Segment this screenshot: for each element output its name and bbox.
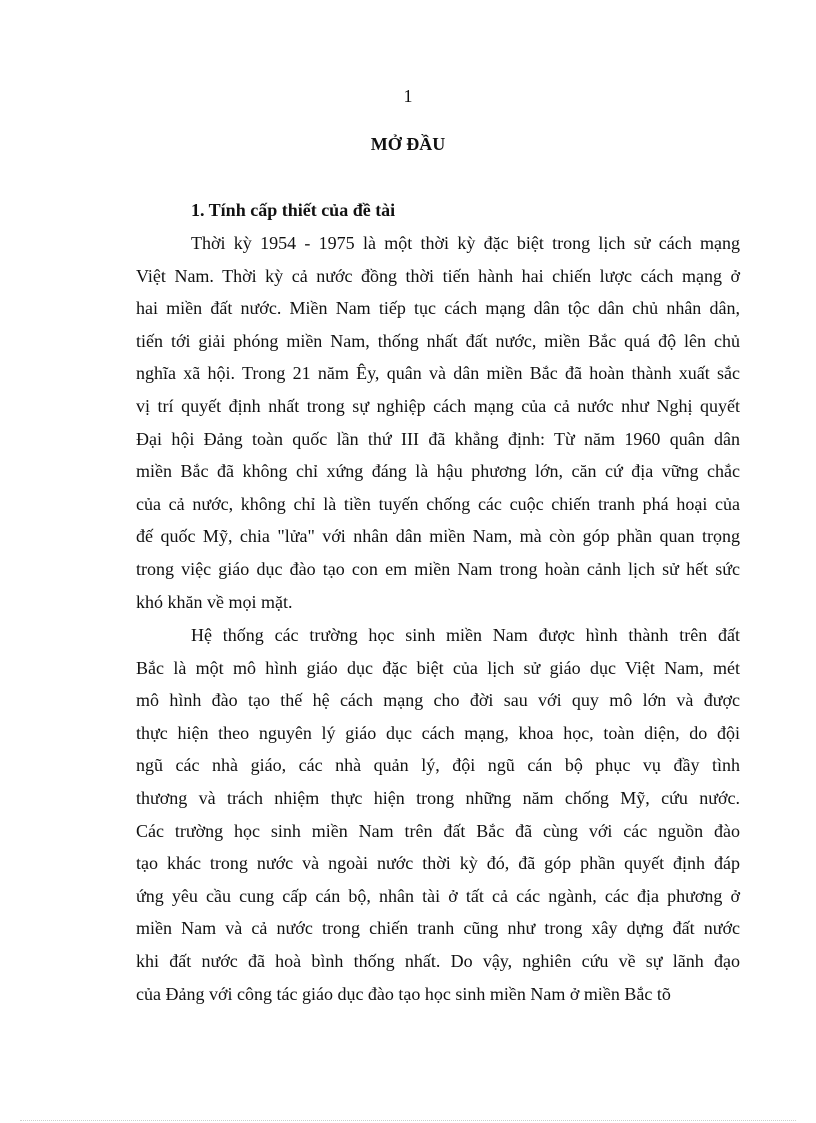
text-line: thương và trách nhiệm thực hiện trong những năm chống Mỹ, cứu nước.	[136, 787, 740, 808]
text-line: ngũ các nhà giáo, các nhà quản lý, đội ngũ cán bộ phục vụ đầy tình	[136, 755, 740, 776]
text-line: miền Bắc đã không chỉ xứng đáng là hậu phương lớn, căn cứ địa vững chắc	[136, 461, 740, 482]
text-line: đế quốc Mỹ, chia "lửa" với nhân dân miền Nam, mà còn góp phần quan trọng	[136, 526, 740, 547]
text-line: nghĩa xã hội. Trong 21 năm Êy, quân và dân miền Bắc đã hoàn thành xuất sắc	[136, 363, 740, 384]
text-line: thực hiện theo nguyên lý giáo dục cách mạng, khoa học, toàn diện, do đội	[136, 722, 740, 743]
text-line: Việt Nam. Thời kỳ cả nước đồng thời tiến hành hai chiến lược cách mạng ở	[136, 265, 740, 286]
chapter-title: MỞ ĐẦU	[370, 134, 446, 154]
text-line: của Đảng với công tác giáo dục đào tạo học sinh miền Nam ở miền Bắc tõ	[136, 983, 671, 1004]
paragraph-1	[136, 227, 740, 618]
text-line: Bắc là một mô hình giáo dục đặc biệt của lịch sử giáo dục Việt Nam, mét	[136, 657, 740, 678]
text-line: khi đất nước đã hoà bình thống nhất. Do vậy, nghiên cứu về sự lãnh đạo	[136, 950, 740, 971]
text-line: mô hình đào tạo thế hệ cách mạng cho đời sau với quy mô lớn và được	[136, 690, 740, 711]
text-line: Đại hội Đảng toàn quốc lần thứ III đã khẳng định: Từ năm 1960 quân dân	[136, 428, 740, 449]
text-line: trong việc giáo dục đào tạo con em miền Nam trong hoàn cảnh lịch sử hết sức	[136, 558, 740, 579]
text-line: Hệ thống các trường học sinh miền Nam được hình thành trên đất	[191, 625, 740, 645]
text-line: vị trí quyết định nhất trong sự nghiệp cách mạng của cả nước như Nghị quyết	[136, 395, 740, 416]
text-line: tiến tới giải phóng miền Nam, thống nhất đất nước, miền Bắc quá độ lên chủ	[136, 330, 740, 351]
text-line: tạo khác trong nước và ngoài nước thời kỳ đó, đã góp phần quyết định đáp	[136, 853, 740, 874]
paragraph-2	[136, 619, 740, 1010]
text-line: miền Nam và cả nước trong chiến tranh cũng như trong xây dựng đất nước	[136, 918, 740, 939]
page-bottom-divider	[20, 1120, 796, 1121]
text-line: của cả nước, không chỉ là tiền tuyến chống các cuộc chiến tranh phá hoại của	[136, 493, 740, 514]
text-line: Các trường học sinh miền Nam trên đất Bắc đã cùng với các nguồn đào	[136, 820, 740, 841]
text-line: hai miền đất nước. Miền Nam tiếp tục cách mạng dân tộc dân chủ nhân dân,	[136, 298, 740, 319]
text-line: khó khăn về mọi mặt.	[136, 591, 293, 612]
text-line: ứng yêu cầu cung cấp cán bộ, nhân tài ở tất cả các ngành, các địa phương ở	[136, 885, 740, 906]
text-line: Thời kỳ 1954 - 1975 là một thời kỳ đặc biệt trong lịch sử cách mạng	[191, 233, 740, 253]
page-number: 1	[403, 86, 413, 106]
section-heading: 1. Tính cấp thiết của đề tài	[191, 200, 396, 220]
